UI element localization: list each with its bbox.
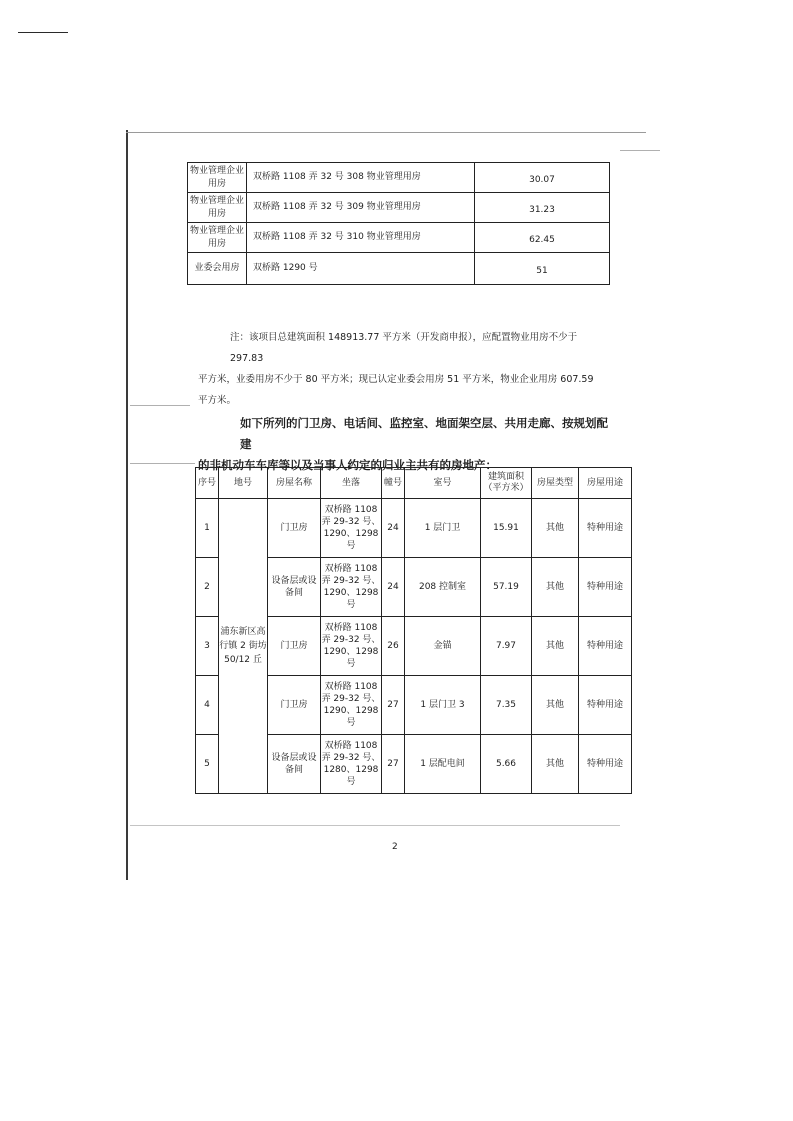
use-cell: 特种用途	[579, 617, 632, 676]
paragraph-line: 的非机动车车库等以及当事人约定的归业主共有的房地产：	[198, 458, 497, 472]
use-cell: 特种用途	[579, 676, 632, 735]
building-cell: 24	[382, 558, 405, 617]
property-area-table	[187, 162, 610, 285]
name-cell: 设备层或设备间	[268, 558, 321, 617]
table-row	[188, 163, 610, 193]
table-header-row	[196, 468, 632, 499]
address-cell: 双桥路 1108 弄 29-32 号、1290、1298 号	[321, 617, 382, 676]
building-cell: 24	[382, 499, 405, 558]
location-cell: 双桥路 1108 弄 32 号 310 物业管理用房	[247, 223, 475, 253]
scan-noise	[620, 150, 660, 151]
seq-cell: 4	[196, 676, 219, 735]
area-note	[198, 327, 610, 411]
name-cell: 门卫房	[268, 499, 321, 558]
page-number: 2	[392, 842, 398, 852]
seq-cell: 5	[196, 735, 219, 794]
note-line: 平方米。	[198, 395, 237, 406]
scan-artifact-dash	[18, 32, 68, 33]
header-land-no: 地号	[219, 468, 268, 499]
room-cell: 金锚	[405, 617, 481, 676]
usage-cell: 物业管理企业用房	[188, 163, 247, 193]
area-cell: 30.07	[475, 163, 610, 193]
use-cell: 特种用途	[579, 735, 632, 794]
header-building: 幢号	[382, 468, 405, 499]
name-cell: 门卫房	[268, 617, 321, 676]
building-cell: 27	[382, 676, 405, 735]
name-cell: 门卫房	[268, 676, 321, 735]
location-cell: 双桥路 1108 弄 32 号 308 物业管理用房	[247, 163, 475, 193]
use-cell: 特种用途	[579, 499, 632, 558]
location-cell: 双桥路 1290 号	[247, 253, 475, 285]
area-cell: 51	[475, 253, 610, 285]
room-cell: 208 控制室	[405, 558, 481, 617]
room-cell: 1 层配电间	[405, 735, 481, 794]
scan-bottom-line	[130, 825, 620, 826]
table-row	[188, 193, 610, 223]
area-cell: 57.19	[481, 558, 532, 617]
header-area: 建筑面积（平方米）	[481, 468, 532, 499]
name-cell: 设备层或设备间	[268, 735, 321, 794]
address-cell: 双桥路 1108 弄 29-32 号、1290、1298 号	[321, 676, 382, 735]
type-cell: 其他	[532, 735, 579, 794]
address-cell: 双桥路 1108 弄 29-32 号、1290、1298 号	[321, 499, 382, 558]
area-cell: 62.45	[475, 223, 610, 253]
usage-cell: 物业管理企业用房	[188, 223, 247, 253]
usage-cell: 业委会用房	[188, 253, 247, 285]
use-cell: 特种用途	[579, 558, 632, 617]
paragraph-line: 如下所列的门卫房、电话间、监控室、地面架空层、共用走廊、按规划配建	[240, 416, 608, 451]
seq-cell: 1	[196, 499, 219, 558]
location-cell: 双桥路 1108 弄 32 号 309 物业管理用房	[247, 193, 475, 223]
header-room: 室号	[405, 468, 481, 499]
common-property-table	[195, 467, 632, 794]
scan-noise	[130, 405, 190, 406]
land-lot-cell: 浦东新区高行镇 2 街坊 50/12 丘	[219, 499, 268, 794]
header-seq: 序号	[196, 468, 219, 499]
type-cell: 其他	[532, 617, 579, 676]
header-use: 房屋用途	[579, 468, 632, 499]
building-cell: 26	[382, 617, 405, 676]
address-cell: 双桥路 1108 弄 29-32 号、1290、1298 号	[321, 558, 382, 617]
area-cell: 7.97	[481, 617, 532, 676]
area-cell: 7.35	[481, 676, 532, 735]
table-row	[188, 253, 610, 285]
header-name: 房屋名称	[268, 468, 321, 499]
type-cell: 其他	[532, 558, 579, 617]
address-cell: 双桥路 1108 弄 29-32 号、1280、1298 号	[321, 735, 382, 794]
room-cell: 1 层门卫	[405, 499, 481, 558]
area-cell: 15.91	[481, 499, 532, 558]
type-cell: 其他	[532, 676, 579, 735]
scan-top-edge	[126, 132, 646, 133]
note-line: 注：该项目总建筑面积 148913.77 平方米（开发商申报），应配置物业用房不少于 297.83	[230, 332, 578, 364]
header-type: 房屋类型	[532, 468, 579, 499]
seq-cell: 2	[196, 558, 219, 617]
seq-cell: 3	[196, 617, 219, 676]
note-line: 平方米，业委用房不少于 80 平方米；现已认定业委会用房 51 平方米，物业企业用房 607.59	[198, 374, 594, 385]
room-cell: 1 层门卫 3	[405, 676, 481, 735]
type-cell: 其他	[532, 499, 579, 558]
scan-left-edge	[126, 130, 128, 880]
table-row	[196, 499, 632, 558]
area-cell: 31.23	[475, 193, 610, 223]
area-cell: 5.66	[481, 735, 532, 794]
usage-cell: 物业管理企业用房	[188, 193, 247, 223]
building-cell: 27	[382, 735, 405, 794]
scan-noise	[130, 463, 195, 464]
table-row	[188, 223, 610, 253]
header-address: 坐落	[321, 468, 382, 499]
